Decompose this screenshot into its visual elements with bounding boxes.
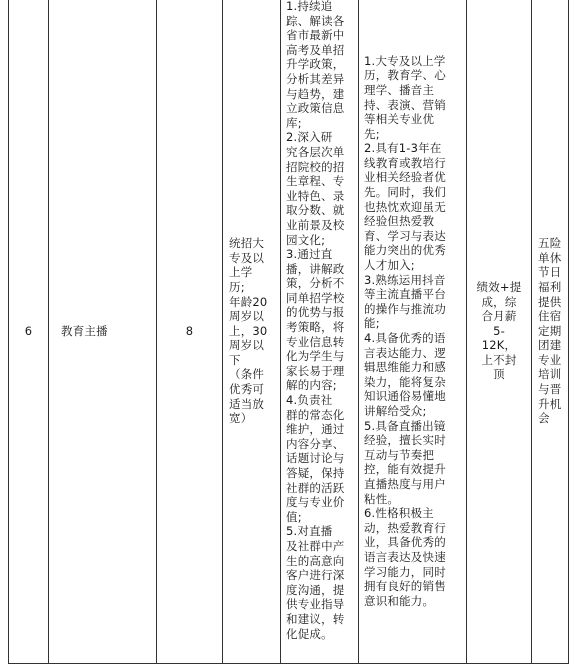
headcount: 8 — [157, 0, 223, 664]
qualifications-text: 1.大专及以上学 历，教育学、心 理学、播音主 持、表演、营销 等相关专业优 先; 2.具有1-3年在 线教育或教培行 业相关经验者优 先。同时，我们 也热忱欢迎虽无 经验但热爱教 育、学习与表达 能力突出的优秀 人才加入; 3.熟练运用抖音 等主流直播平台 的操作与推流功 能; 4.具备优秀的语 言表达能力、逻 辑思维能力和感 染力，能将复杂 知识通俗易懂地 讲解给受众; 5.具备直播出镜 经验，擅长实时 互动与节奏把 控，能有效提升 直播热度与用户 粘性。 6.性格积极主 动，热爱教育行 业，具备优秀的 语言表达及快速 学习能力，同时 拥有良好的销售 意识和能力。 — [364, 53, 446, 608]
pay-cell — [467, 0, 532, 664]
benefits-cell — [532, 0, 569, 664]
table-row — [9, 0, 569, 664]
pay-text: 绩效+提 成，综 合月薪 5- 12K， 上不封 顶 — [476, 279, 522, 382]
duties-cell — [281, 0, 359, 664]
requirements-text: 统招大 专及以 上学 历; 年龄20 周岁以 上，30 周岁以 下 （条件 优秀可 适当放 宽） — [229, 236, 268, 426]
job-table — [8, 0, 569, 664]
duties-text: 1.持续追 踪、解读各 省市最新中 高考及单招 升学政策， 分析其差异 与趋势，建 立政策信息 库; 2.深入研 究各层次单 招院校的招 生章程、专 业特色、录 取分数、就 业前景及校 园文化; 3.通过直 播，讲解政 策，分析不 同单招学校 的优势与报 考策略，将 专业信息转 化为学生与 家长易于理 解的内容; 4.负责社 群的常态化 维护，通过 内容分享、 话题讨论与 答疑，保持 社群的活跃 度与专业价 值; 5.对直播 及社群中产 生的高意向 客户进行深 度沟通，提 供专业指导 和建议，转 化促成。 — [286, 0, 345, 641]
requirements-cell — [223, 0, 281, 664]
position-name: 教育主播 — [49, 0, 157, 664]
qualifications-cell — [359, 0, 467, 664]
row-index: 6 — [9, 0, 49, 664]
benefits-text: 五险 单休 节日 福利 提供 住宿 定期 团建 专业 培训 与晋 升机 会 — [538, 236, 562, 426]
